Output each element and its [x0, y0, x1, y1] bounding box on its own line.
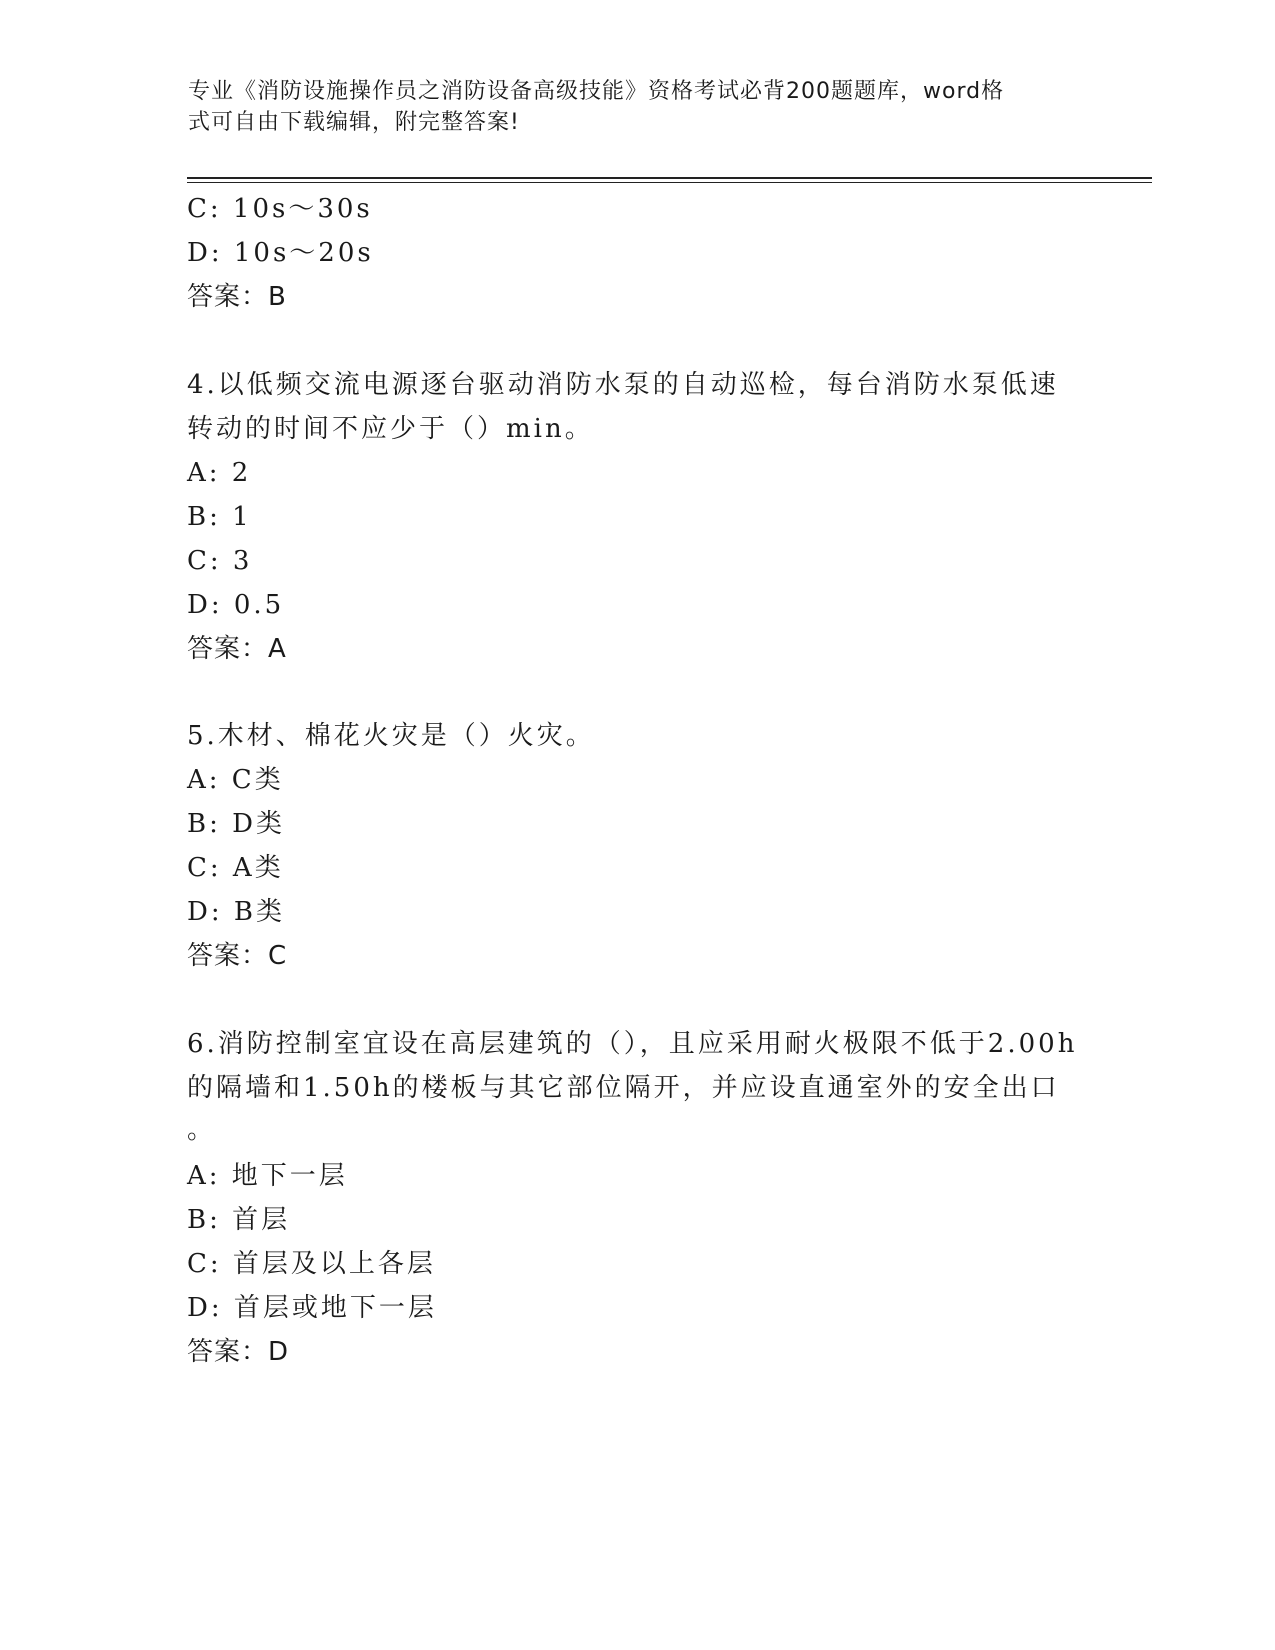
q5-option-c: C: A类 — [187, 853, 284, 883]
document-header — [188, 76, 1068, 138]
q6-stem-line-1: 6.消防控制室宜设在高层建筑的（），且应采用耐火极限不低于2.00h — [187, 1029, 1078, 1059]
q4-stem-line-2: 转动的时间不应少于（）min。 — [187, 414, 594, 444]
prev-option-c: C: 10s～30s — [187, 194, 373, 224]
q5-option-b: B: D类 — [187, 809, 285, 839]
q4-stem-line-1: 4.以低频交流电源逐台驱动消防水泵的自动巡检，每台消防水泵低速 — [187, 370, 1059, 400]
q5-option-a: A: C类 — [187, 765, 284, 795]
q6-stem-line-2: 的隔墙和1.50h的楼板与其它部位隔开，并应设直通室外的安全出口 — [187, 1073, 1060, 1103]
q6-answer: 答案：D — [187, 1337, 290, 1367]
q6-option-b: B: 首层 — [187, 1205, 291, 1235]
q6-option-c: C: 首层及以上各层 — [187, 1249, 436, 1279]
q5-answer: 答案：C — [187, 941, 288, 971]
q6-option-a: A: 地下一层 — [187, 1161, 348, 1191]
q5-option-d: D: B类 — [187, 897, 285, 927]
header-line-1: 专业《消防设施操作员之消防设备高级技能》资格考试必背200题题库，word格 — [188, 79, 1005, 104]
q4-option-d: D: 0.5 — [187, 590, 285, 620]
header-rule-thin — [187, 182, 1152, 183]
q5-stem-line-1: 5.木材、棉花火灾是（）火灾。 — [187, 721, 595, 751]
header-line-2: 式可自由下载编辑，附完整答案! — [188, 110, 520, 135]
q4-option-c: C: 3 — [187, 546, 253, 576]
q4-answer: 答案：A — [187, 634, 287, 664]
q6-stem-line-3: 。 — [187, 1115, 217, 1145]
q4-option-a: A: 2 — [187, 458, 252, 488]
q6-option-d: D: 首层或地下一层 — [187, 1293, 437, 1323]
prev-answer: 答案：B — [187, 282, 287, 312]
q4-option-b: B: 1 — [187, 502, 252, 532]
header-rule-thick — [187, 177, 1152, 179]
prev-option-d: D: 10s～20s — [187, 238, 374, 268]
